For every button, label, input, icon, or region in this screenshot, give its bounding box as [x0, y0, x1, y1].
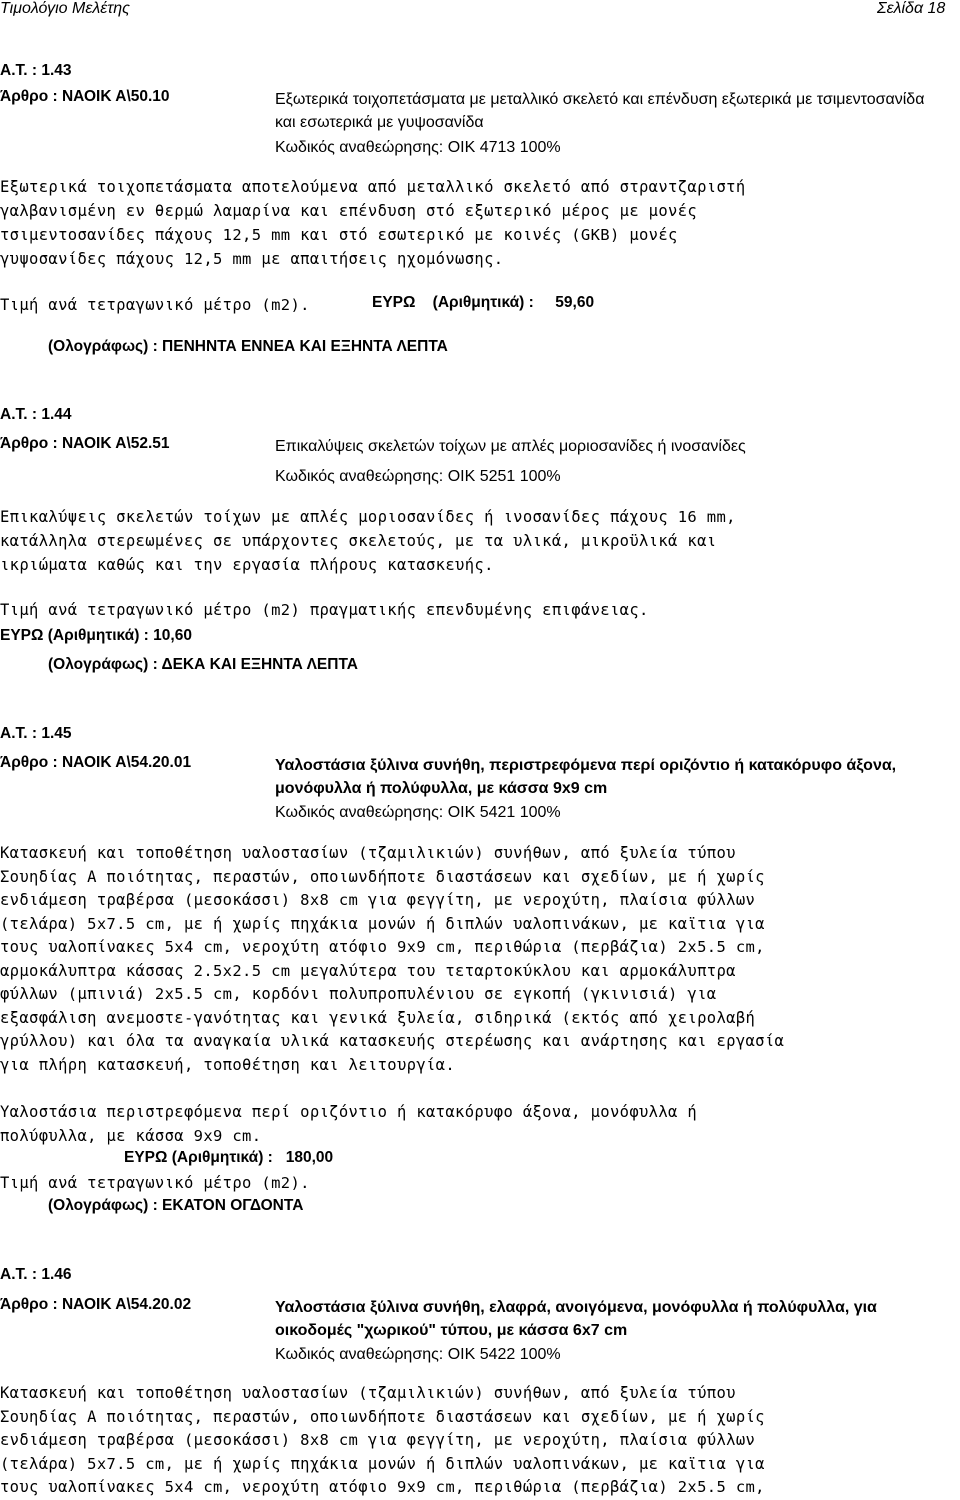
description-line: Εξωτερικά τοιχοπετάσματα αποτελούμενα από μεταλλικό σκελετό από στραντζαριστή — [0, 178, 746, 196]
description-line: (τελάρα) 5x7.5 cm, με ή χωρίς πηχάκια μονών ή διπλών υαλοπινάκων, με καϊτια για — [0, 1455, 765, 1473]
description-line: ενδιάμεση τραβέρσα (μεσοκάσσι) 8x8 cm για φεγγίτη, με νεροχύτη, πλαίσια φύλλων — [0, 1431, 756, 1449]
description-line: Κατασκευή και τοποθέτηση υαλοστασίων (τζαμιλικιών) συνήθων, από ξυλεία τύπου — [0, 1384, 736, 1402]
description-line: ενδιάμεση τραβέρσα (μεσοκάσσι) 8x8 cm για φεγγίτη, με νεροχύτη, πλαίσια φύλλων — [0, 891, 756, 909]
price-unit: Τιμή ανά τετραγωνικό μέτρο (m2) πραγματικής επενδυμένης επιφάνειας. — [0, 601, 649, 619]
description-line: τσιμεντοσανίδες πάχους 12,5 mm και στό εσωτερικό με κοινές (GKB) μονές — [0, 226, 678, 244]
description-line: γυψοσανίδες πάχους 12,5 mm με απαιτήσεις ηχομόνωσης. — [0, 250, 504, 268]
description-line: εξασφάλιση ανεμοστε-γανότητας και γενικά ξυλεία, σιδηρικά (εκτός από χειρολαβή — [0, 1009, 756, 1027]
description-line: (τελάρα) 5x7.5 cm, με ή χωρίς πηχάκια μονών ή διπλών υαλοπινάκων, με καϊτια για — [0, 915, 765, 933]
price-unit: Τιμή ανά τετραγωνικό μέτρο (m2). — [0, 296, 310, 314]
revision-code: Κωδικός αναθεώρησης: ΟΙΚ 5422 100% — [275, 1346, 561, 1363]
price-numeric: ΕΥΡΩ (Αριθμητικά) : 10,60 — [0, 627, 192, 644]
article-title: Εξωτερικά τοιχοπετάσματα με μεταλλικό σκελετό και επένδυση εξωτερικά με τσιμεντοσανίδα και εσωτερικά με γυψοσανίδα — [275, 91, 925, 131]
item-number: Α.Τ. : 1.44 — [0, 406, 72, 423]
description-line: για πλήρη κατασκευή, τοποθέτηση και λειτουργία. — [0, 1056, 456, 1074]
item-number: Α.Τ. : 1.45 — [0, 725, 72, 742]
description-line: τους υαλοπίνακες 5x4 cm, νεροχύτη ατόφιο 9x9 cm, περιθώρια (περβάζια) 2x5.5 cm, — [0, 1478, 765, 1496]
description-line: ικριώματα καθώς και την εργασία πλήρους κατασκευής. — [0, 556, 494, 574]
description-line: κατάλληλα στερεωμένες σε υπάρχοντες σκελετούς, με τα υλικά, μικροϋλικά και — [0, 532, 717, 550]
article-code: Άρθρο : ΝΑΟΙΚ Α\52.51 — [0, 435, 170, 452]
item-number: Α.Τ. : 1.46 — [0, 1266, 72, 1283]
revision-code: Κωδικός αναθεώρησης: ΟΙΚ 5421 100% — [275, 804, 561, 821]
description-line: Σουηδίας Α ποιότητας, περαστών, οποιωνδήποτε διαστάσεων και σχεδίων, με ή χωρίς — [0, 868, 765, 886]
description-line: φύλλων (μπινιά) 2x5.5 cm, κορδόνι πολυπροπυλένιου σε εγκοπή (γκινισιά) για — [0, 985, 717, 1003]
description-line: αρμοκάλυπτρα κάσσας 2.5x2.5 cm μεγαλύτερα του τεταρτοκύκλου και αρμοκάλυπτρα — [0, 962, 736, 980]
description-line: Σουηδίας Α ποιότητας, περαστών, οποιωνδήποτε διαστάσεων και σχεδίων, με ή χωρίς — [0, 1408, 765, 1426]
subitem-line: πολύφυλλα, με κάσσα 9x9 cm. — [0, 1127, 262, 1145]
article-code: Άρθρο : ΝΑΟΙΚ Α\54.20.01 — [0, 754, 192, 771]
article-title: Επικαλύψεις σκελετών τοίχων με απλές μοριοσανίδες ή ινοσανίδες — [275, 438, 746, 455]
page-number: Σελίδα 18 — [877, 0, 946, 17]
item-number: Α.Τ. : 1.43 — [0, 62, 72, 79]
price-numeric: ΕΥΡΩ (Αριθμητικά) : 180,00 — [124, 1149, 334, 1166]
description-line: Κατασκευή και τοποθέτηση υαλοστασίων (τζαμιλικιών) συνήθων, από ξυλεία τύπου — [0, 844, 736, 862]
price-unit: Τιμή ανά τετραγωνικό μέτρο (m2). — [0, 1174, 310, 1192]
price-words: (Ολογράφως) : ΔΕΚΑ ΚΑΙ ΕΞΗΝΤΑ ΛΕΠΤΑ — [48, 656, 358, 673]
article-title: Υαλοστάσια ξύλινα συνήθη, περιστρεφόμενα περί οριζόντιο ή κατακόρυφο άξονα, μονόφυλλα ή πολύφυλλα, με κάσσα 9x9 cm — [275, 757, 897, 797]
article-code: Άρθρο : ΝΑΟΙΚ Α\50.10 — [0, 88, 170, 105]
description-line: γρύλλου) και όλα τα αναγκαία υλικά κατασκευής στερέωσης και ανάρτησης και εργασία — [0, 1032, 785, 1050]
price-words: (Ολογράφως) : ΕΚΑΤΟΝ ΟΓΔΟΝΤΑ — [48, 1197, 304, 1214]
description-line: Επικαλύψεις σκελετών τοίχων με απλές μοριοσανίδες ή ινοσανίδες πάχους 16 mm, — [0, 508, 736, 526]
description-line: τους υαλοπίνακες 5x4 cm, νεροχύτη ατόφιο 9x9 cm, περιθώρια (περβάζια) 2x5.5 cm, — [0, 938, 765, 956]
price-words: (Ολογράφως) : ΠΕΝΗΝΤΑ ΕΝΝΕΑ ΚΑΙ ΕΞΗΝΤΑ ΛΕΠΤΑ — [48, 338, 448, 355]
description-line: γαλβανισμένη εν θερμώ λαμαρίνα και επένδυση στό εξωτερικό μέρος με μονές — [0, 202, 698, 220]
revision-code: Κωδικός αναθεώρησης: ΟΙΚ 4713 100% — [275, 139, 561, 156]
subitem-line: Υαλοστάσια περιστρεφόμενα περί οριζόντιο ή κατακόρυφο άξονα, μονόφυλλα ή — [0, 1103, 698, 1121]
article-title: Υαλοστάσια ξύλινα συνήθη, ελαφρά, ανοιγόμενα, μονόφυλλα ή πολύφυλλα, για οικοδομές "χωρικού" τύπου, με κάσσα 6x7 cm — [275, 1299, 877, 1339]
article-code: Άρθρο : ΝΑΟΙΚ Α\54.20.02 — [0, 1296, 192, 1313]
price-numeric: ΕΥΡΩ (Αριθμητικά) : 59,60 — [372, 294, 595, 311]
revision-code: Κωδικός αναθεώρησης: ΟΙΚ 5251 100% — [275, 468, 561, 485]
document-title: Τιμολόγιο Μελέτης — [0, 0, 130, 17]
